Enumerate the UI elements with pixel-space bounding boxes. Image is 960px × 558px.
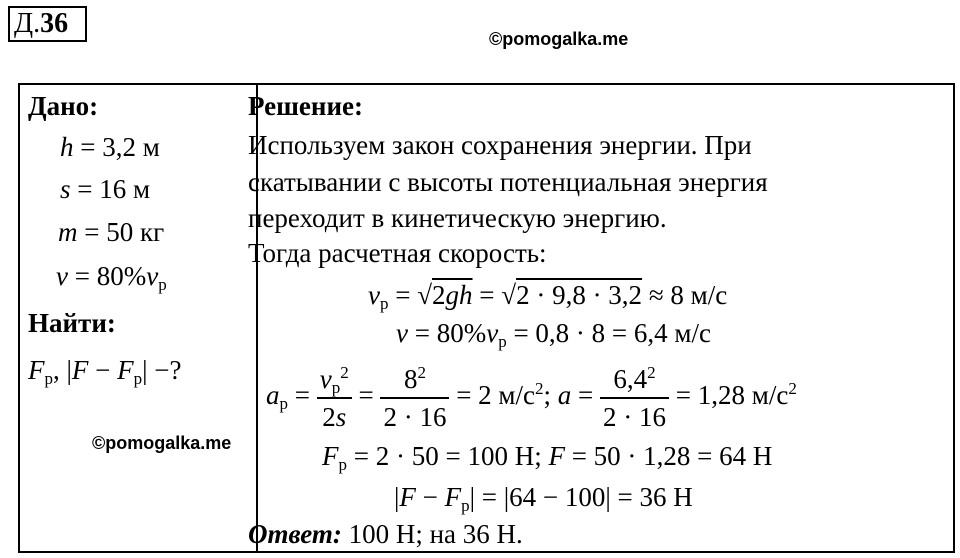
- solution-heading: Решение:: [248, 91, 363, 121]
- badge-prefix: Д.: [14, 8, 41, 39]
- equation-difference: $|F - F_р| = |64 - 100| = 36$ Н: [394, 482, 693, 515]
- given-speed: $v = 80\%v_р$: [56, 261, 167, 294]
- given-distance: s = 16 м: [60, 174, 151, 204]
- equation-forces: $F_р = 2 \cdot 50 = 100$ Н; F = 50 · 1,28 = 64 Н: [322, 441, 773, 474]
- find-heading: Найти:: [28, 308, 116, 338]
- given-heading: Дано:: [28, 91, 99, 121]
- answer-line: [248, 519, 523, 549]
- given-mass: m = 50 кг: [58, 217, 165, 247]
- equation-acceleration: $a_р$ = $\frac{v_р^2}{2s}$ = $\frac{8^2}{2 \cdot 16}$ = 2 $м/с^2$; a = $\frac{6,4^2}{2 \cdot 16}$ = 1,28 $м/с^2$: [266, 363, 797, 432]
- badge-number: 36: [40, 8, 69, 39]
- solution-table: [18, 83, 955, 553]
- solution-line-4: Тогда расчетная скорость:: [248, 238, 547, 268]
- solution-line-3: переходит в кинетическую энергию.: [248, 203, 667, 233]
- watermark-top: ©pomogalka.me: [489, 29, 629, 49]
- answer-label: Ответ:: [248, 519, 342, 549]
- answer-text: 100 Н; на 36 Н.: [341, 519, 523, 549]
- find-line: $F_р$, $|F - F_р|$ −?: [28, 355, 182, 388]
- solution-line-1: Используем закон сохранения энергии. При: [248, 130, 752, 160]
- given-height: h = 3,2 м: [60, 132, 160, 162]
- equation-speed-calc: $v_р = √2gh = √2 \cdot 9,8 \cdot 3,2 \approx 8$ м/с: [368, 280, 728, 313]
- solution-line-2: скатывании с высоты потенциальная энергия: [248, 167, 768, 197]
- problem-number-badge: [8, 6, 87, 42]
- equation-speed-real: $v = 80\%v_р = 0,8 \cdot 8 = 6,4$ м/с: [396, 318, 711, 351]
- watermark-left: ©pomogalka.me: [92, 433, 232, 453]
